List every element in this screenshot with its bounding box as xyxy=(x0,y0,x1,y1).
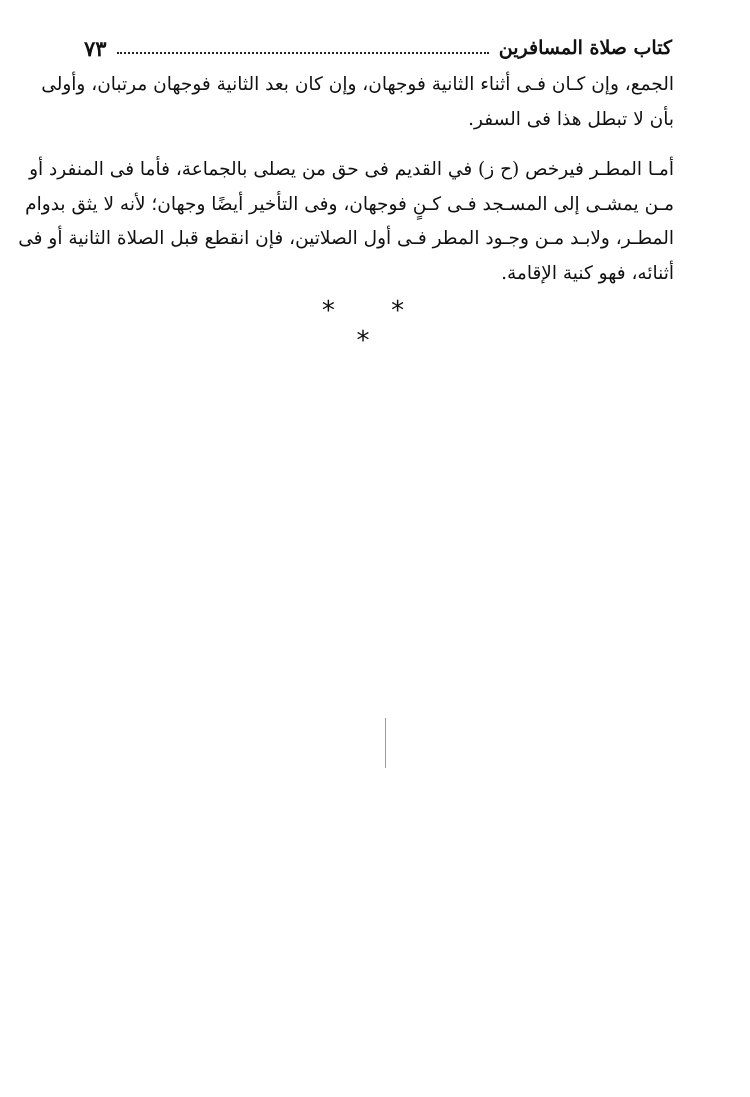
text-line: الجمع، وإن كـان فـى أثناء الثانية فوجهان، وإن كان بعد الثانية فوجهان مرتبان، وأولى xyxy=(41,74,674,95)
text-line: أمـا المطـر فيرخص (ح ز) في القديم فى حق من يصلى بالجماعة، فأما فى المنفرد أو xyxy=(29,159,674,180)
scan-artifact-line xyxy=(385,718,386,768)
paragraph-2 xyxy=(18,153,674,291)
body-text xyxy=(18,68,674,291)
text-line: بأن لا تبطل هذا فى السفر. xyxy=(468,108,674,130)
section-separator: * * * xyxy=(321,296,429,356)
running-header xyxy=(84,34,672,62)
header-title: كتاب صلاة المسافرين xyxy=(498,37,672,59)
page-number: ٧٣ xyxy=(84,35,107,61)
text-line: مـن يمشـى إلى المسـجد فـى كـنٍ فوجهان، وفى التأخير أيضًا وجهان؛ لأنه لا يثق بدوام xyxy=(25,193,674,215)
text-line: أثنائه، فهو كنية الإقامة. xyxy=(501,262,674,284)
text-line: المطـر، ولابـد مـن وجـود المطر فـى أول الصلاتين، فإن انقطع قبل الصلاة الثانية أو فى xyxy=(18,228,674,249)
paragraph-1 xyxy=(41,68,674,137)
dotted-leader xyxy=(117,42,489,54)
